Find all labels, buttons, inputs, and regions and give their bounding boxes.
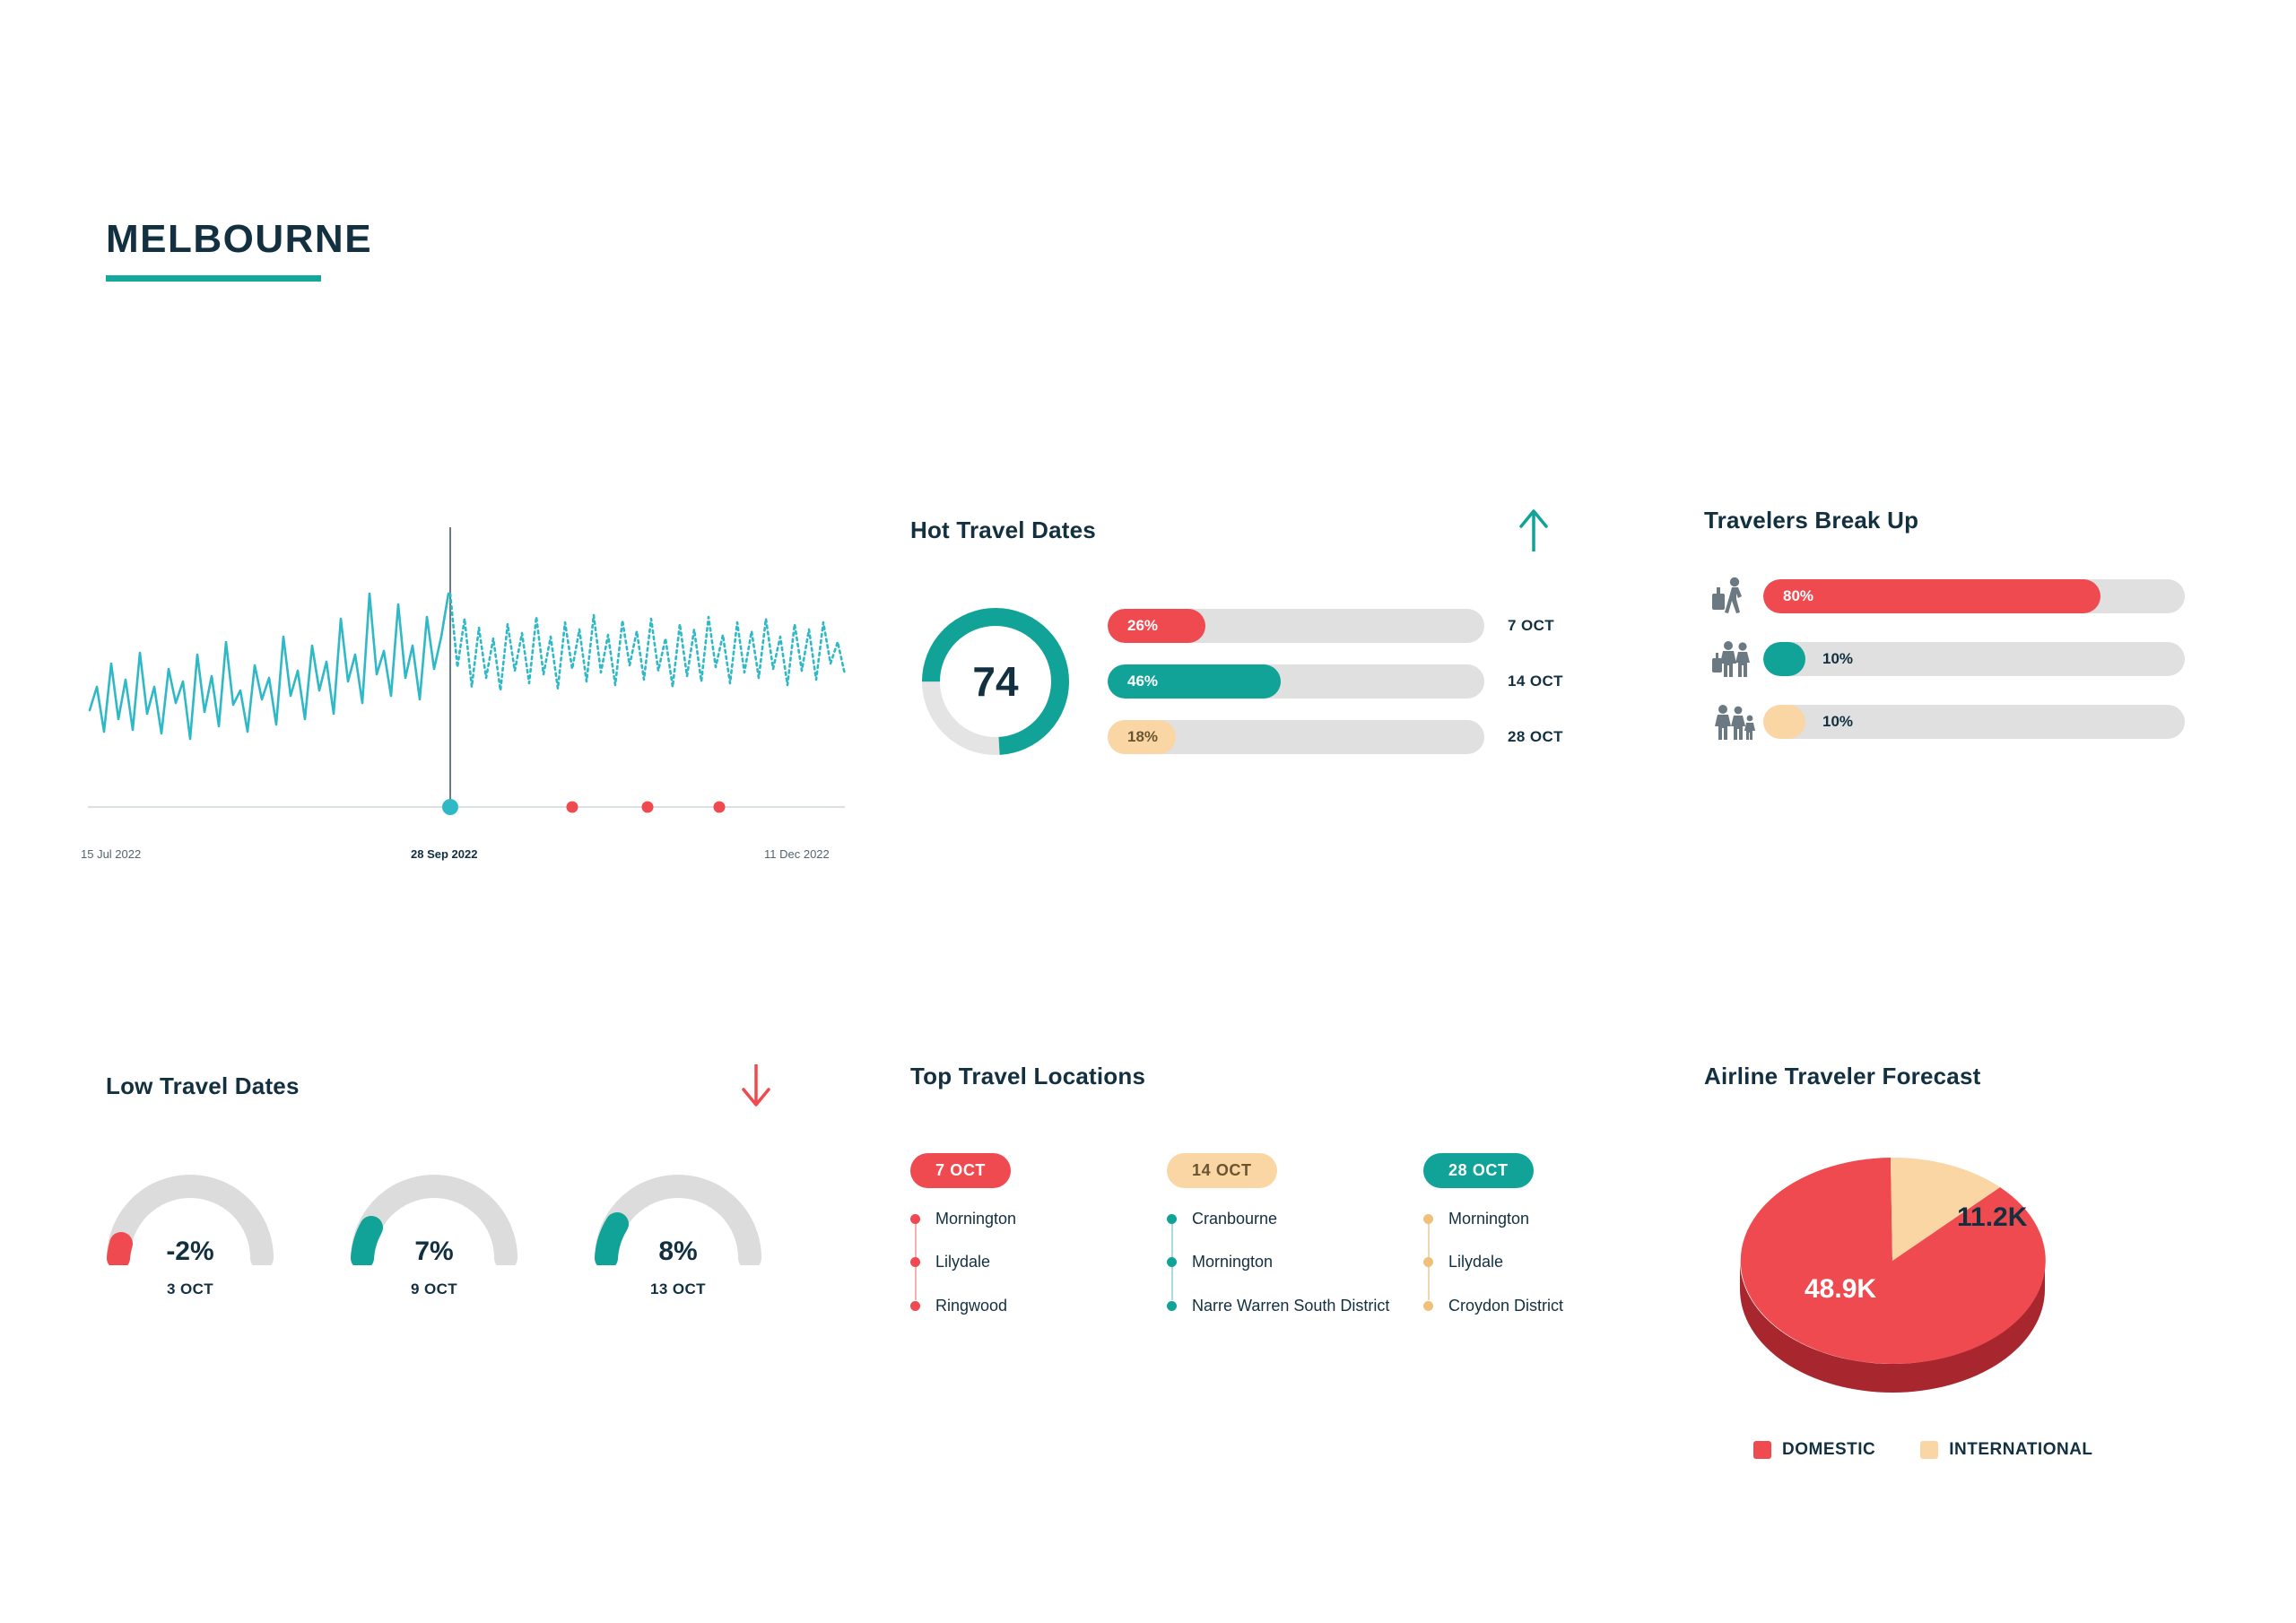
gauge-date: 9 OCT: [410, 1280, 458, 1298]
travelers-break-up-panel: [1704, 507, 2251, 742]
list-item: [935, 1295, 1144, 1316]
list-item: [935, 1208, 1144, 1229]
hot-travel-dates-header: [910, 507, 1552, 553]
trend-start-label: 15 Jul 2022: [81, 847, 142, 861]
marker-hot-date-1: [567, 802, 578, 813]
bar-percent-label: 46%: [1127, 673, 1159, 690]
bar-fill: [1763, 579, 2100, 613]
top-travel-locations-title: Top Travel Locations: [910, 1063, 1146, 1089]
gauge-value: -2%: [166, 1237, 214, 1266]
list-bullet-icon: [910, 1214, 920, 1224]
title-underline: [106, 275, 321, 282]
marker-hot-date-3: [714, 802, 726, 813]
list-bullet-icon: [1167, 1214, 1177, 1224]
hot-travel-dates-body: [910, 596, 1592, 767]
bar-track: [1108, 664, 1484, 699]
pie-label-international: 11.2K: [1957, 1202, 2028, 1232]
location-name: Ringwood: [935, 1296, 1008, 1315]
bar-fill: [1108, 664, 1281, 699]
location-name: Mornington: [1448, 1210, 1530, 1228]
list-item: [1192, 1208, 1400, 1229]
bar-percent-label: 10%: [1822, 650, 1854, 667]
locations-date-pill[interactable]: 14 OCT: [1167, 1153, 1277, 1188]
bar-track: [1763, 579, 2185, 613]
bar-track: [1763, 705, 2185, 739]
locations-column: [1167, 1153, 1400, 1316]
bar-percent-label: 18%: [1127, 728, 1159, 745]
legend-label: INTERNATIONAL: [1949, 1440, 2093, 1459]
trend-end-label: 11 Dec 2022: [764, 847, 830, 861]
location-name: Lilydale: [1448, 1253, 1504, 1271]
pie-label-domestic: 48.9K: [1805, 1274, 1877, 1304]
list-item: [935, 1251, 1144, 1272]
forecast-pie-chart: [1704, 1117, 2170, 1413]
gauge-item: [106, 1172, 274, 1298]
location-name: Cranbourne: [1192, 1210, 1278, 1228]
bar-track: [1763, 642, 2185, 676]
locations-list: [1167, 1208, 1400, 1316]
page-title: MELBOURNE: [106, 217, 373, 261]
forecast-legend: [1753, 1440, 2260, 1460]
marker-hot-date-2: [642, 802, 654, 813]
gauge-item: [594, 1172, 762, 1298]
low-travel-gauges: [106, 1172, 823, 1298]
legend-swatch-icon: [1753, 1441, 1771, 1459]
legend-label: DOMESTIC: [1782, 1440, 1876, 1459]
locations-date-pill[interactable]: 28 OCT: [1423, 1153, 1534, 1188]
arrow-down-icon: [738, 1063, 774, 1109]
travel-trend-chart: [81, 511, 852, 870]
hot-dates-bars: [1108, 609, 1592, 754]
bar-fill: [1763, 642, 1805, 676]
legend-swatch-icon: [1920, 1441, 1938, 1459]
location-name: Narre Warren South District: [1192, 1296, 1390, 1315]
low-travel-dates-panel: [106, 1063, 823, 1298]
bar-percent-label: 10%: [1822, 713, 1854, 730]
marker-current: [442, 799, 458, 815]
bar-date-label: 14 OCT: [1508, 673, 1563, 690]
bar-percent-label: 26%: [1127, 617, 1159, 634]
list-item: [1448, 1251, 1657, 1272]
top-travel-locations-panel: [910, 1063, 1664, 1316]
travelers-break-up-title: Travelers Break Up: [1704, 507, 1919, 534]
low-travel-dates-header: [106, 1063, 774, 1109]
solo-traveler-icon: [1704, 576, 1763, 617]
bar-fill: [1108, 720, 1176, 754]
travelers-break-up-body: [1704, 576, 2251, 742]
hot-score-value: 74: [972, 658, 1019, 705]
trend-marker-label: 28 Sep 2022: [411, 847, 478, 861]
hot-travel-dates-title: Hot Travel Dates: [910, 516, 1096, 543]
list-bullet-icon: [910, 1301, 920, 1311]
family-travelers-icon: [1704, 701, 1763, 742]
list-bullet-icon: [1423, 1257, 1433, 1267]
hot-travel-dates-panel: [910, 507, 1592, 767]
travelers-row: [1704, 576, 2251, 617]
list-bullet-icon: [1423, 1214, 1433, 1224]
list-bullet-icon: [910, 1257, 920, 1267]
hot-date-bar-row: [1108, 664, 1592, 699]
bar-date-label: 28 OCT: [1508, 728, 1563, 745]
locations-column: [910, 1153, 1144, 1316]
list-item: [1448, 1295, 1657, 1316]
trend-axis-labels: [81, 847, 852, 865]
list-bullet-icon: [1167, 1301, 1177, 1311]
gauge-date: 3 OCT: [166, 1280, 214, 1298]
hot-date-bar-row: [1108, 609, 1592, 643]
top-travel-locations-columns: [910, 1153, 1664, 1316]
list-item: [1192, 1251, 1400, 1272]
gauge-item: [350, 1172, 518, 1298]
arrow-up-icon: [1516, 507, 1552, 553]
couple-travelers-icon: [1704, 638, 1763, 680]
list-bullet-icon: [1167, 1257, 1177, 1267]
trend-sparkline-svg: [81, 511, 852, 843]
bar-fill: [1763, 705, 1805, 739]
bar-date-label: 7 OCT: [1508, 617, 1555, 634]
bar-fill: [1108, 609, 1205, 643]
locations-column: [1423, 1153, 1657, 1316]
airline-traveler-forecast-title: Airline Traveler Forecast: [1704, 1063, 1981, 1089]
pie-svg: [1704, 1117, 2081, 1413]
locations-list: [1423, 1208, 1657, 1316]
location-name: Lilydale: [935, 1253, 991, 1271]
locations-list: [910, 1208, 1144, 1316]
hot-date-bar-row: [1108, 720, 1592, 754]
bar-percent-label: 80%: [1783, 587, 1814, 604]
gauge-value: 7%: [414, 1237, 454, 1266]
location-name: Mornington: [935, 1210, 1017, 1228]
travelers-row: [1704, 701, 2251, 742]
hot-score-donut: [910, 596, 1081, 767]
bar-track: [1108, 609, 1484, 643]
list-item: [1192, 1295, 1400, 1316]
low-travel-dates-title: Low Travel Dates: [106, 1072, 300, 1099]
page-title-block: [106, 217, 373, 282]
list-bullet-icon: [1423, 1301, 1433, 1311]
airline-traveler-forecast-panel: [1704, 1063, 2260, 1460]
locations-date-pill[interactable]: 7 OCT: [910, 1153, 1011, 1188]
location-name: Croydon District: [1448, 1296, 1564, 1315]
location-name: Mornington: [1192, 1253, 1274, 1271]
gauge-value: 8%: [658, 1237, 698, 1266]
travelers-row: [1704, 638, 2251, 680]
bar-track: [1108, 720, 1484, 754]
legend-item-domestic: [1753, 1440, 1875, 1460]
legend-item-international: [1920, 1440, 2092, 1460]
gauge-date: 13 OCT: [650, 1280, 706, 1298]
list-item: [1448, 1208, 1657, 1229]
